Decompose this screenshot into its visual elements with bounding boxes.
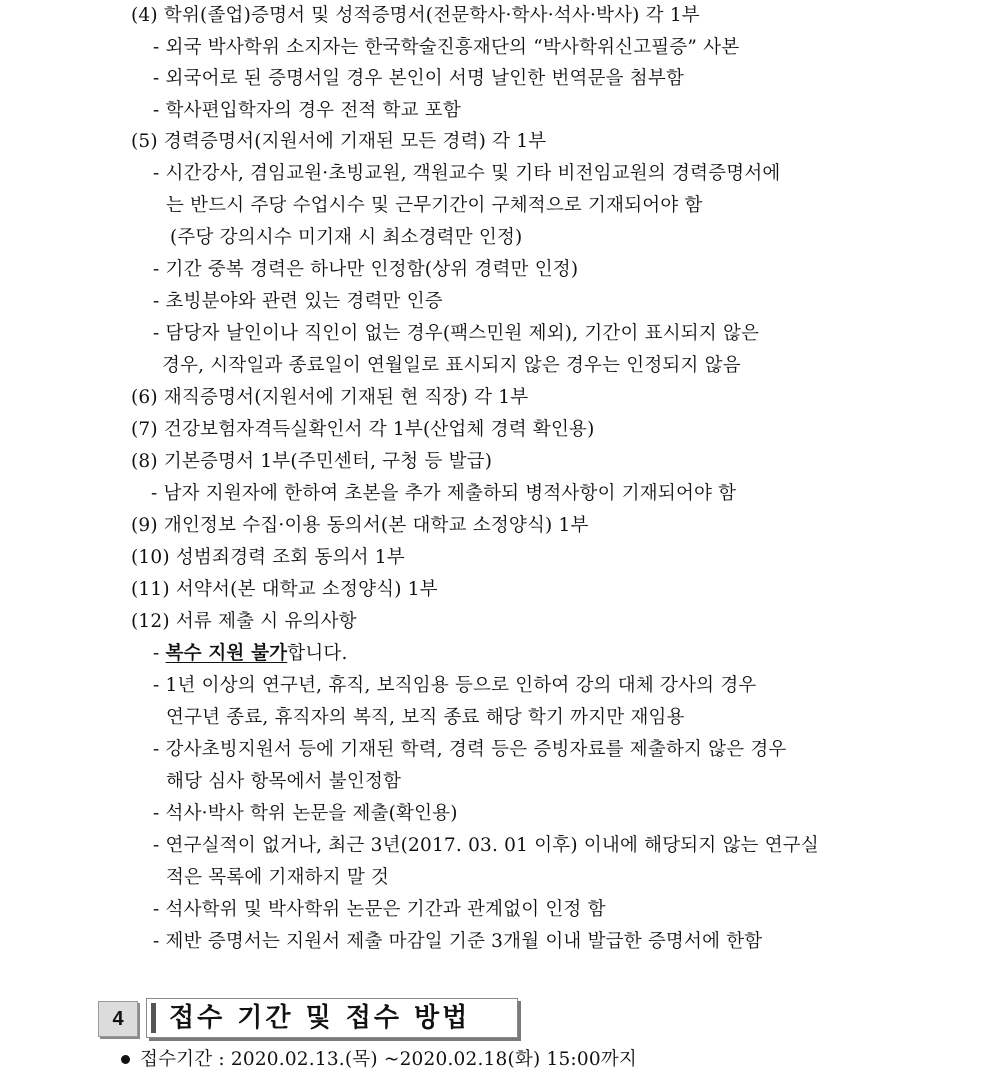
note-lecture-hours: (주당 강의시수 미기재 시 최소경력만 인정): [170, 227, 523, 248]
item-basic-certificate: (8) 기본증명서 1부(주민센터, 구청 등 발급): [131, 451, 493, 472]
item-employment-certificate: (6) 재직증명서(지원서에 기재된 현 직장) 각 1부: [131, 387, 529, 408]
item-health-insurance: (7) 건강보험자격득실확인서 각 1부(산업체 경력 확인용): [131, 419, 595, 440]
section-accent-bar: [151, 1003, 156, 1033]
note-foreign-language-translation: - 외국어로 된 증명서일 경우 본인이 서명 날인한 번역문을 첨부함: [153, 68, 685, 89]
note-military-record: - 남자 지원자에 한하여 초본을 추가 제출하되 병적사항이 기재되어야 함: [151, 483, 737, 504]
section-number-badge: 4: [98, 1001, 138, 1037]
note-no-multiple-application: [153, 642, 348, 666]
note-transfer-student: - 학사편입학자의 경우 전적 학교 포함: [153, 100, 461, 121]
note-foreign-doctorate: - 외국 박사학위 소지자는 한국학술진흥재단의 “박사학위신고필증” 사본: [153, 37, 740, 58]
item-pledge: (11) 서약서(본 대학교 소정양식) 1부: [131, 579, 438, 600]
note-certificate-validity: - 제반 증명서는 지원서 제출 마감일 기준 3개월 이내 발급한 증명서에 한함: [153, 931, 763, 952]
emphasis-no-multiple: 복수 지원 불가: [165, 643, 288, 664]
item-privacy-consent: (9) 개인정보 수집·이용 동의서(본 대학교 소정양식) 1부: [131, 515, 589, 536]
application-period: 접수기간 : 2020.02.13.(목) ~2020.02.18(화) 15:00까지: [140, 1049, 637, 1070]
bullet-icon: [121, 1055, 130, 1064]
item-career-certificate: (5) 경력증명서(지원서에 기재된 모든 경력) 각 1부: [131, 131, 547, 152]
note-suffix: 합니다.: [287, 643, 348, 664]
note-substitute-lecturer: - 1년 이상의 연구년, 휴직, 보직임용 등으로 인하여 강의 대체 강사의 경우: [153, 675, 757, 696]
section-header: [146, 998, 518, 1038]
note-evidence-required: - 강사초빙지원서 등에 기재된 학력, 경력 등은 증빙자료를 제출하지 않은 경우: [153, 739, 787, 760]
item-submission-notes: (12) 서류 제출 시 유의사항: [131, 611, 357, 632]
note-research-record-cont: 적은 목록에 기재하지 말 것: [166, 867, 390, 888]
note-thesis-recognition: - 석사학위 및 박사학위 논문은 기간과 관계없이 인정 함: [153, 899, 606, 920]
note-substitute-lecturer-cont: 연구년 종료, 휴직자의 복직, 보직 종료 해당 학기 까지만 재임용: [166, 707, 685, 728]
note-seal-required: - 담당자 날인이나 직인이 없는 경우(팩스민원 제외), 기간이 표시되지 않은: [153, 323, 760, 344]
note-prefix: -: [153, 643, 166, 664]
note-part-time-career-cont: 는 반드시 주당 수업시수 및 근무기간이 구체적으로 기재되어야 함: [166, 195, 703, 216]
note-part-time-career: - 시간강사, 겸임교원·초빙교원, 객원교수 및 기타 비전임교원의 경력증명서에: [153, 163, 781, 184]
note-seal-required-cont: 경우, 시작일과 종료일이 연월일로 표시되지 않은 경우는 인정되지 않음: [162, 355, 741, 376]
section-title: 접수 기간 및 접수 방법: [169, 1003, 471, 1033]
item-sex-crime-check: (10) 성범죄경력 조회 동의서 1부: [131, 547, 405, 568]
note-thesis-submission: - 석사·박사 학위 논문을 제출(확인용): [153, 803, 458, 824]
note-evidence-required-cont: 해당 심사 항목에서 불인정함: [166, 771, 402, 792]
item-degree-certificate: (4) 학위(졸업)증명서 및 성적증명서(전문학사·학사·석사·박사) 각 1부: [131, 5, 700, 26]
note-overlap-career: - 기간 중복 경력은 하나만 인정함(상위 경력만 인정): [153, 259, 579, 280]
note-related-career: - 초빙분야와 관련 있는 경력만 인증: [153, 291, 443, 312]
note-research-record: - 연구실적이 없거나, 최근 3년(2017. 03. 01 이후) 이내에 해당되지 않는 연구실: [153, 835, 819, 856]
